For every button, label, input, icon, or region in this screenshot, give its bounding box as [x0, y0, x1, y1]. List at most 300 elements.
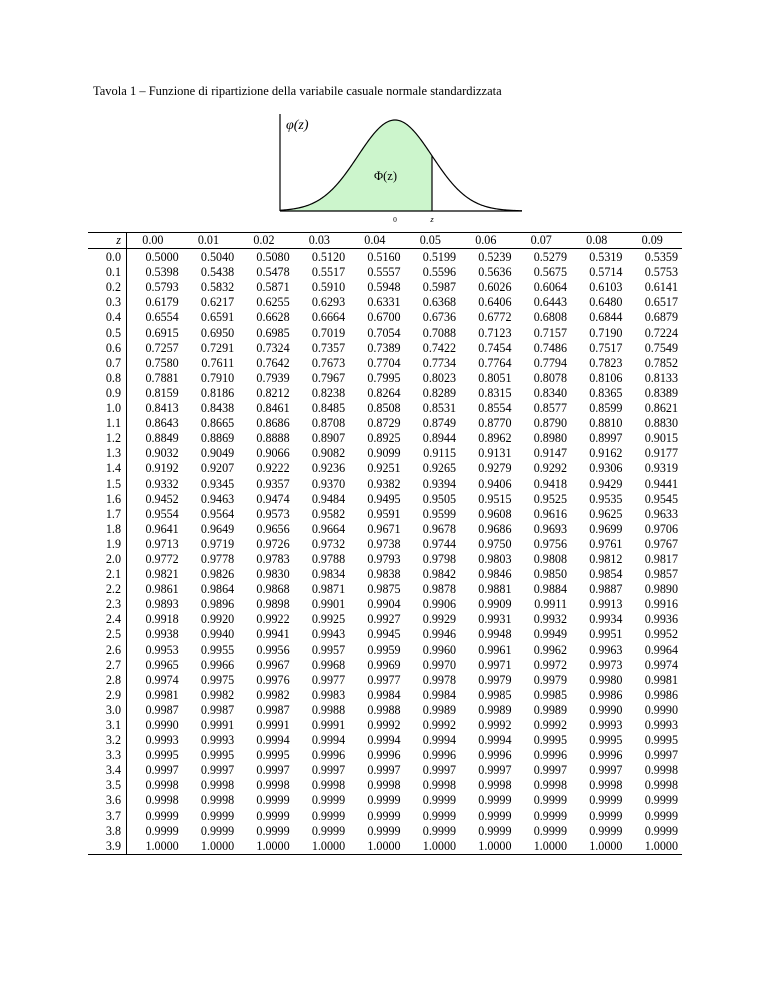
page-title: Tavola 1 – Funzione di ripartizione della variabile casuale normale standardizzata	[93, 84, 502, 98]
cdf-value-cell: 0.8554	[478, 401, 512, 416]
table-row	[88, 249, 682, 266]
row-z-value: 2.6	[88, 643, 127, 658]
cdf-value-cell: 0.9999	[533, 808, 567, 823]
cdf-value-cell: 0.9726	[256, 536, 290, 551]
cdf-value-cell: 0.9977	[367, 672, 401, 687]
cdf-value-cell: 0.5871	[256, 280, 290, 295]
cdf-value-cell: 0.9406	[478, 476, 512, 491]
cdf-value-cell: 0.9997	[422, 763, 457, 778]
cdf-value-cell: 0.9993	[589, 718, 623, 732]
table-row	[88, 522, 682, 537]
cdf-value-cell: 0.9573	[256, 506, 290, 521]
cdf-value-cell: 0.5160	[367, 250, 401, 265]
cdf-value-cell: 0.9803	[478, 551, 512, 566]
cdf-value-cell: 0.9998	[256, 778, 290, 793]
cdf-value-cell: 0.9656	[256, 521, 290, 536]
cdf-value-cell: 0.5948	[367, 280, 401, 295]
table-row	[88, 431, 682, 446]
cdf-value-cell: 0.9767	[644, 536, 678, 551]
cdf-value-cell: 0.8461	[256, 401, 290, 416]
cdf-value-cell: 0.8389	[644, 385, 678, 400]
cdf-value-cell: 0.9955	[200, 642, 235, 657]
row-z-value: 0.6	[88, 341, 127, 356]
cdf-value-cell: 0.9998	[644, 763, 678, 778]
cdf-value-cell: 0.8962	[478, 431, 512, 446]
cdf-value-cell: 0.9960	[422, 642, 457, 657]
cdf-value-cell: 0.9177	[644, 446, 678, 461]
cdf-value-cell: 0.9783	[256, 551, 290, 566]
table-row	[88, 748, 682, 763]
cdf-value-cell: 0.9608	[478, 506, 512, 521]
cdf-value-cell: 0.9989	[422, 702, 457, 717]
cdf-value-cell: 0.7910	[200, 370, 235, 385]
table-row	[88, 839, 682, 855]
row-z-value: 3.7	[88, 809, 127, 824]
cdf-value-cell: 0.7549	[644, 340, 678, 355]
cdf-value-cell: 0.9997	[311, 763, 346, 778]
cdf-value-cell: 0.9999	[256, 808, 290, 823]
cdf-value-cell: 0.8485	[311, 401, 346, 416]
column-header: 0.07	[516, 233, 571, 249]
cdf-value-cell: 0.9998	[311, 778, 346, 793]
cdf-value-cell: 0.9989	[533, 702, 567, 717]
cdf-value-cell: 0.9641	[145, 521, 179, 536]
table-row	[88, 567, 682, 582]
cdf-value-cell: 0.9115	[423, 446, 457, 461]
cdf-value-cell: 0.8665	[200, 416, 235, 431]
cdf-value-cell: 0.9995	[200, 748, 235, 763]
table-row	[88, 718, 682, 733]
cdf-value-cell: 0.9370	[311, 476, 346, 491]
cdf-value-cell: 0.9969	[367, 657, 401, 672]
cdf-value-cell: 0.9265	[422, 461, 457, 476]
cdf-value-cell: 0.9999	[422, 793, 457, 808]
cdf-value-cell: 0.9999	[311, 793, 346, 808]
cdf-value-cell: 0.9821	[145, 567, 179, 582]
cdf-value-cell: 0.9999	[644, 823, 678, 838]
cdf-value-cell: 0.6103	[589, 280, 623, 295]
cdf-value-cell: 0.5398	[145, 265, 179, 280]
cdf-value-cell: 0.8413	[145, 401, 179, 416]
cdf-value-cell: 0.9990	[589, 702, 623, 717]
cdf-value-cell: 0.9525	[533, 491, 567, 506]
cdf-value-cell: 0.9997	[145, 763, 179, 778]
cdf-value-cell: 1.0000	[571, 839, 626, 855]
cdf-value-cell: 0.9999	[589, 823, 623, 838]
row-z-value: 0.7	[88, 356, 127, 371]
cdf-value-cell: 0.9999	[589, 808, 623, 823]
cdf-value-cell: 0.7088	[422, 325, 457, 340]
cdf-value-cell: 0.9999	[422, 808, 457, 823]
row-z-value: 0.1	[88, 265, 127, 280]
density-label: φ(z)	[286, 118, 309, 133]
cdf-value-cell: 0.9991	[256, 718, 290, 732]
cdf-value-cell: 0.5517	[311, 265, 346, 280]
cdf-value-cell: 0.9994	[311, 733, 346, 748]
cdf-value-cell: 0.9998	[145, 778, 179, 793]
cdf-value-cell: 0.8869	[200, 431, 235, 446]
cdf-value-cell: 0.9998	[644, 778, 678, 793]
table-row	[88, 627, 682, 642]
column-header: 0.05	[405, 233, 460, 249]
cdf-value-cell: 0.9884	[533, 582, 567, 597]
cdf-value-cell: 1.0000	[183, 839, 238, 855]
row-z-value: 1.7	[88, 507, 127, 522]
cdf-value-cell: 0.5000	[145, 250, 179, 265]
table-row	[88, 310, 682, 325]
cdf-value-cell: 0.6915	[145, 325, 179, 340]
cdf-value-cell: 0.9664	[311, 521, 346, 536]
cdf-value-cell: 0.6406	[478, 295, 512, 310]
cdf-value-cell: 0.9991	[200, 718, 235, 732]
cdf-value-cell: 0.9222	[256, 461, 290, 476]
cdf-value-cell: 0.8508	[367, 401, 401, 416]
cdf-value-cell: 0.9082	[311, 446, 346, 461]
cdf-value-cell: 0.9817	[644, 551, 678, 566]
cdf-value-cell: 0.7454	[478, 340, 512, 355]
cdf-value-cell: 0.7611	[201, 355, 235, 370]
cdf-value-cell: 0.9911	[534, 597, 567, 612]
cdf-value-cell: 0.7486	[533, 340, 567, 355]
cdf-value-cell: 0.6591	[200, 310, 235, 325]
cdf-value-cell: 0.9495	[367, 491, 401, 506]
row-z-value: 2.4	[88, 612, 127, 627]
table-row	[88, 386, 682, 401]
cdf-value-cell: 0.9936	[644, 612, 678, 627]
cdf-value-cell: 0.9980	[589, 672, 623, 687]
row-z-value: 0.9	[88, 386, 127, 401]
cdf-value-cell: 0.9998	[367, 778, 401, 793]
cdf-value-cell: 0.9099	[367, 446, 401, 461]
column-header: 0.03	[294, 233, 349, 249]
cdf-value-cell: 0.5040	[200, 250, 235, 265]
cdf-value-cell: 0.7422	[422, 340, 457, 355]
row-z-value: 1.8	[88, 522, 127, 537]
cdf-value-cell: 0.9998	[478, 778, 512, 793]
cdf-value-cell: 0.9994	[422, 733, 457, 748]
cdf-value-cell: 0.6179	[145, 295, 179, 310]
cdf-value-cell: 0.5596	[422, 265, 457, 280]
cdf-value-cell: 0.9997	[367, 763, 401, 778]
cdf-value-cell: 0.9941	[256, 627, 290, 642]
row-z-value: 2.1	[88, 567, 127, 582]
table-row	[88, 673, 682, 688]
cdf-value-cell: 0.9474	[256, 491, 290, 506]
table-row	[88, 461, 682, 476]
table-row	[88, 265, 682, 280]
cdf-value-cell: 0.9957	[311, 642, 346, 657]
cdf-value-cell: 0.5239	[478, 250, 512, 265]
cdf-value-cell: 0.9977	[311, 672, 346, 687]
cdf-value-cell: 0.9505	[422, 491, 457, 506]
cdf-value-cell: 0.9979	[478, 672, 512, 687]
column-header: 0.09	[626, 233, 682, 249]
cdf-value-cell: 0.9633	[644, 506, 678, 521]
cdf-value-cell: 0.9292	[533, 461, 567, 476]
cdf-value-cell: 0.7881	[145, 370, 179, 385]
cdf-value-cell: 0.9998	[200, 793, 235, 808]
tick-z-label: z	[430, 214, 434, 224]
cdf-value-cell: 0.9956	[256, 642, 290, 657]
cdf-value-cell: 0.8106	[589, 370, 623, 385]
cdf-value-cell: 0.9938	[145, 627, 179, 642]
normal-curve-figure	[270, 108, 530, 228]
cdf-value-cell: 0.8212	[256, 385, 290, 400]
cdf-value-cell: 0.9982	[200, 687, 235, 702]
cdf-value-cell: 0.9997	[644, 748, 678, 763]
cdf-value-cell: 0.9898	[256, 597, 290, 612]
cdf-value-cell: 0.6217	[200, 295, 235, 310]
cdf-value-cell: 0.9332	[145, 476, 179, 491]
row-z-value: 3.9	[88, 839, 127, 855]
cdf-value-cell: 0.9999	[200, 823, 235, 838]
cdf-value-cell: 0.9999	[367, 793, 401, 808]
cdf-value-cell: 0.9738	[367, 536, 401, 551]
cdf-value-cell: 0.9992	[367, 718, 401, 732]
cdf-value-cell: 0.9974	[145, 672, 179, 687]
cdf-value-cell: 0.9949	[533, 627, 567, 642]
row-z-value: 1.5	[88, 477, 127, 492]
cdf-value-cell: 0.9975	[200, 672, 235, 687]
cdf-value-cell: 0.8686	[256, 416, 290, 431]
row-z-value: 1.9	[88, 537, 127, 552]
cdf-value-cell: 0.9961	[478, 642, 512, 657]
cdf-value-cell: 0.8133	[644, 370, 678, 385]
cdf-value-cell: 0.9887	[589, 582, 623, 597]
cdf-value-cell: 0.9990	[644, 702, 678, 717]
cdf-value-cell: 0.8340	[533, 385, 567, 400]
cdf-value-cell: 0.9987	[256, 702, 290, 717]
cdf-value-cell: 0.9131	[478, 446, 512, 461]
cdf-value-cell: 0.7224	[644, 325, 678, 340]
cdf-value-cell: 0.8238	[311, 385, 346, 400]
cdf-value-cell: 0.8944	[422, 431, 457, 446]
cdf-value-cell: 0.9394	[422, 476, 457, 491]
cdf-value-cell: 0.9999	[367, 808, 401, 823]
cdf-value-cell: 0.8051	[478, 370, 512, 385]
row-z-value: 2.0	[88, 552, 127, 567]
tick-zero-label: 0	[393, 215, 397, 224]
cdf-value-cell: 0.9993	[644, 718, 678, 732]
cdf-value-cell: 0.9463	[200, 491, 235, 506]
cdf-value-cell: 0.8078	[533, 370, 567, 385]
cdf-value-cell: 0.7967	[311, 370, 346, 385]
cdf-value-cell: 0.9932	[533, 612, 567, 627]
cdf-value-cell: 0.9976	[256, 672, 290, 687]
cdf-value-cell: 0.9999	[145, 823, 179, 838]
column-header: 0.04	[349, 233, 404, 249]
cdf-value-cell: 0.8643	[145, 416, 179, 431]
cdf-value-cell: 0.9985	[533, 687, 567, 702]
table-row	[88, 477, 682, 492]
cdf-value-cell: 0.9995	[644, 733, 678, 748]
cdf-value-cell: 0.9909	[478, 597, 512, 612]
row-z-value: 3.0	[88, 703, 127, 718]
cdf-value-cell: 0.9686	[478, 521, 512, 536]
cdf-value-cell: 0.9850	[533, 567, 567, 582]
cdf-value-cell: 0.9995	[589, 733, 623, 748]
cdf-value-cell: 0.6293	[311, 295, 346, 310]
cdf-value-cell: 0.9996	[422, 748, 457, 763]
table-row	[88, 401, 682, 416]
cdf-value-cell: 0.9999	[145, 808, 179, 823]
cdf-value-cell: 0.9943	[311, 627, 346, 642]
cdf-value-cell: 0.9750	[478, 536, 512, 551]
cdf-value-cell: 0.9842	[422, 567, 457, 582]
cdf-value-cell: 0.9991	[311, 718, 346, 732]
cdf-value-cell: 0.9999	[644, 793, 678, 808]
row-z-value: 0.3	[88, 295, 127, 310]
cdf-value-cell: 0.9999	[200, 808, 235, 823]
cdf-value-cell: 0.7291	[200, 340, 235, 355]
cdf-value-cell: 0.5714	[589, 265, 623, 280]
cdf-value-cell: 0.7190	[589, 325, 623, 340]
cdf-value-cell: 0.7764	[478, 355, 512, 370]
cdf-value-cell: 0.9997	[589, 763, 623, 778]
cdf-value-cell: 0.9994	[367, 733, 401, 748]
row-z-value: 3.4	[88, 763, 127, 778]
cdf-value-cell: 0.9945	[367, 627, 401, 642]
normal-curve-svg	[270, 108, 530, 228]
cdf-value-cell: 0.9994	[256, 733, 290, 748]
cdf-value-cell: 0.6443	[533, 295, 567, 310]
cdf-value-cell: 0.9988	[367, 702, 401, 717]
cdf-value-cell: 0.6331	[367, 295, 401, 310]
cdf-value-cell: 0.7324	[256, 340, 290, 355]
cdf-value-cell: 0.8531	[422, 401, 457, 416]
cdf-value-cell: 0.7823	[589, 355, 623, 370]
cdf-value-cell: 0.9881	[478, 582, 512, 597]
cdf-value-cell: 0.9441	[644, 476, 678, 491]
cdf-value-cell: 0.9999	[533, 793, 567, 808]
cdf-value-cell: 0.9998	[422, 778, 457, 793]
cdf-value-cell: 0.9983	[311, 687, 346, 702]
cdf-value-cell: 0.9998	[589, 778, 623, 793]
z-column-header: z	[88, 233, 127, 249]
cdf-value-cell: 0.9515	[478, 491, 512, 506]
cdf-value-cell: 0.8830	[644, 416, 678, 431]
cdf-value-cell: 1.0000	[626, 839, 682, 855]
table-row	[88, 703, 682, 718]
cdf-value-cell: 0.9066	[256, 446, 290, 461]
cdf-value-cell: 0.9985	[478, 687, 512, 702]
cdf-value-cell: 0.9306	[589, 461, 623, 476]
row-z-value: 3.8	[88, 824, 127, 839]
cdf-value-cell: 0.9922	[256, 612, 290, 627]
column-header: 0.02	[238, 233, 293, 249]
cdf-value-cell: 0.5832	[200, 280, 235, 295]
table-row	[88, 643, 682, 658]
cdf-value-cell: 0.8810	[589, 416, 623, 431]
cdf-value-cell: 0.9906	[422, 597, 457, 612]
table-row	[88, 371, 682, 386]
cdf-value-cell: 0.9970	[422, 657, 457, 672]
cdf-value-cell: 0.9452	[145, 491, 179, 506]
cdf-value-cell: 0.9996	[367, 748, 401, 763]
cdf-value-cell: 0.9996	[311, 748, 346, 763]
cdf-value-cell: 0.8599	[589, 401, 623, 416]
row-z-value: 3.3	[88, 748, 127, 763]
cdf-value-cell: 0.9861	[145, 582, 179, 597]
cdf-value-cell: 0.7257	[145, 340, 179, 355]
cdf-value-cell: 0.5279	[533, 250, 567, 265]
cdf-value-cell: 0.9981	[145, 687, 179, 702]
cdf-value-cell: 0.9993	[145, 733, 179, 748]
table-row	[88, 295, 682, 310]
column-header: 0.00	[127, 233, 183, 249]
table-header-row	[88, 233, 682, 249]
cdf-value-cell: 0.9953	[145, 642, 179, 657]
cdf-value-cell: 0.9890	[644, 582, 678, 597]
cdf-value-cell: 0.9989	[478, 702, 512, 717]
cdf-value-cell: 0.9812	[589, 551, 623, 566]
cdf-value-cell: 0.9987	[200, 702, 235, 717]
table-row	[88, 326, 682, 341]
cdf-value-cell: 0.9982	[256, 687, 290, 702]
cdf-value-cell: 0.9999	[533, 823, 567, 838]
cdf-value-cell: 1.0000	[516, 839, 571, 855]
table-row	[88, 688, 682, 703]
cdf-value-cell: 0.9965	[145, 657, 179, 672]
cdf-value-cell: 0.9913	[589, 597, 623, 612]
cdf-value-cell: 1.0000	[294, 839, 349, 855]
cdf-value-cell: 0.9999	[311, 808, 346, 823]
cdf-value-cell: 0.9699	[589, 521, 623, 536]
cdf-value-cell: 0.9988	[311, 702, 346, 717]
cdf-value-cell: 0.9997	[478, 763, 512, 778]
cdf-value-cell: 0.9920	[200, 612, 235, 627]
cdf-value-cell: 0.8577	[533, 401, 567, 416]
table-row	[88, 824, 682, 839]
cdf-value-cell: 0.9995	[256, 748, 290, 763]
cdf-value-cell: 0.9996	[533, 748, 567, 763]
column-header: 0.06	[460, 233, 515, 249]
cdf-value-cell: 0.9992	[478, 718, 512, 732]
cdf-value-cell: 0.9993	[200, 733, 235, 748]
cdf-value-cell: 0.8365	[589, 385, 623, 400]
cdf-value-cell: 0.9864	[200, 582, 235, 597]
area-label: Φ(z)	[374, 169, 398, 183]
cdf-value-cell: 0.8438	[200, 401, 235, 416]
cdf-value-cell: 0.8849	[145, 431, 179, 446]
cdf-value-cell: 0.7123	[478, 325, 512, 340]
cdf-value-cell: 0.6808	[533, 310, 567, 325]
cdf-value-cell: 0.9545	[644, 491, 678, 506]
cdf-value-cell: 0.9649	[200, 521, 235, 536]
cdf-value-cell: 0.7642	[256, 355, 290, 370]
cdf-value-cell: 0.9015	[644, 431, 678, 446]
cdf-value-cell: 0.9979	[533, 672, 567, 687]
cdf-value-cell: 0.6950	[200, 325, 235, 340]
cdf-value-cell: 0.9904	[367, 597, 401, 612]
cdf-value-cell: 0.6736	[422, 310, 457, 325]
cdf-value-cell: 0.6064	[533, 280, 567, 295]
cdf-value-cell: 0.5910	[311, 280, 346, 295]
cdf-value-cell: 0.6480	[589, 295, 623, 310]
cdf-value-cell: 0.9429	[589, 476, 623, 491]
cdf-value-cell: 0.9778	[200, 551, 235, 566]
cdf-value-cell: 0.9878	[422, 582, 457, 597]
table-row	[88, 658, 682, 673]
cdf-value-cell: 0.9564	[200, 506, 235, 521]
cdf-value-cell: 0.9871	[311, 582, 346, 597]
cdf-value-cell: 0.9345	[200, 476, 235, 491]
cdf-value-cell: 0.9830	[256, 567, 290, 582]
table-row	[88, 356, 682, 371]
cdf-value-cell: 0.9834	[311, 567, 346, 582]
cdf-table	[88, 232, 682, 855]
cdf-value-cell: 0.8708	[311, 416, 346, 431]
